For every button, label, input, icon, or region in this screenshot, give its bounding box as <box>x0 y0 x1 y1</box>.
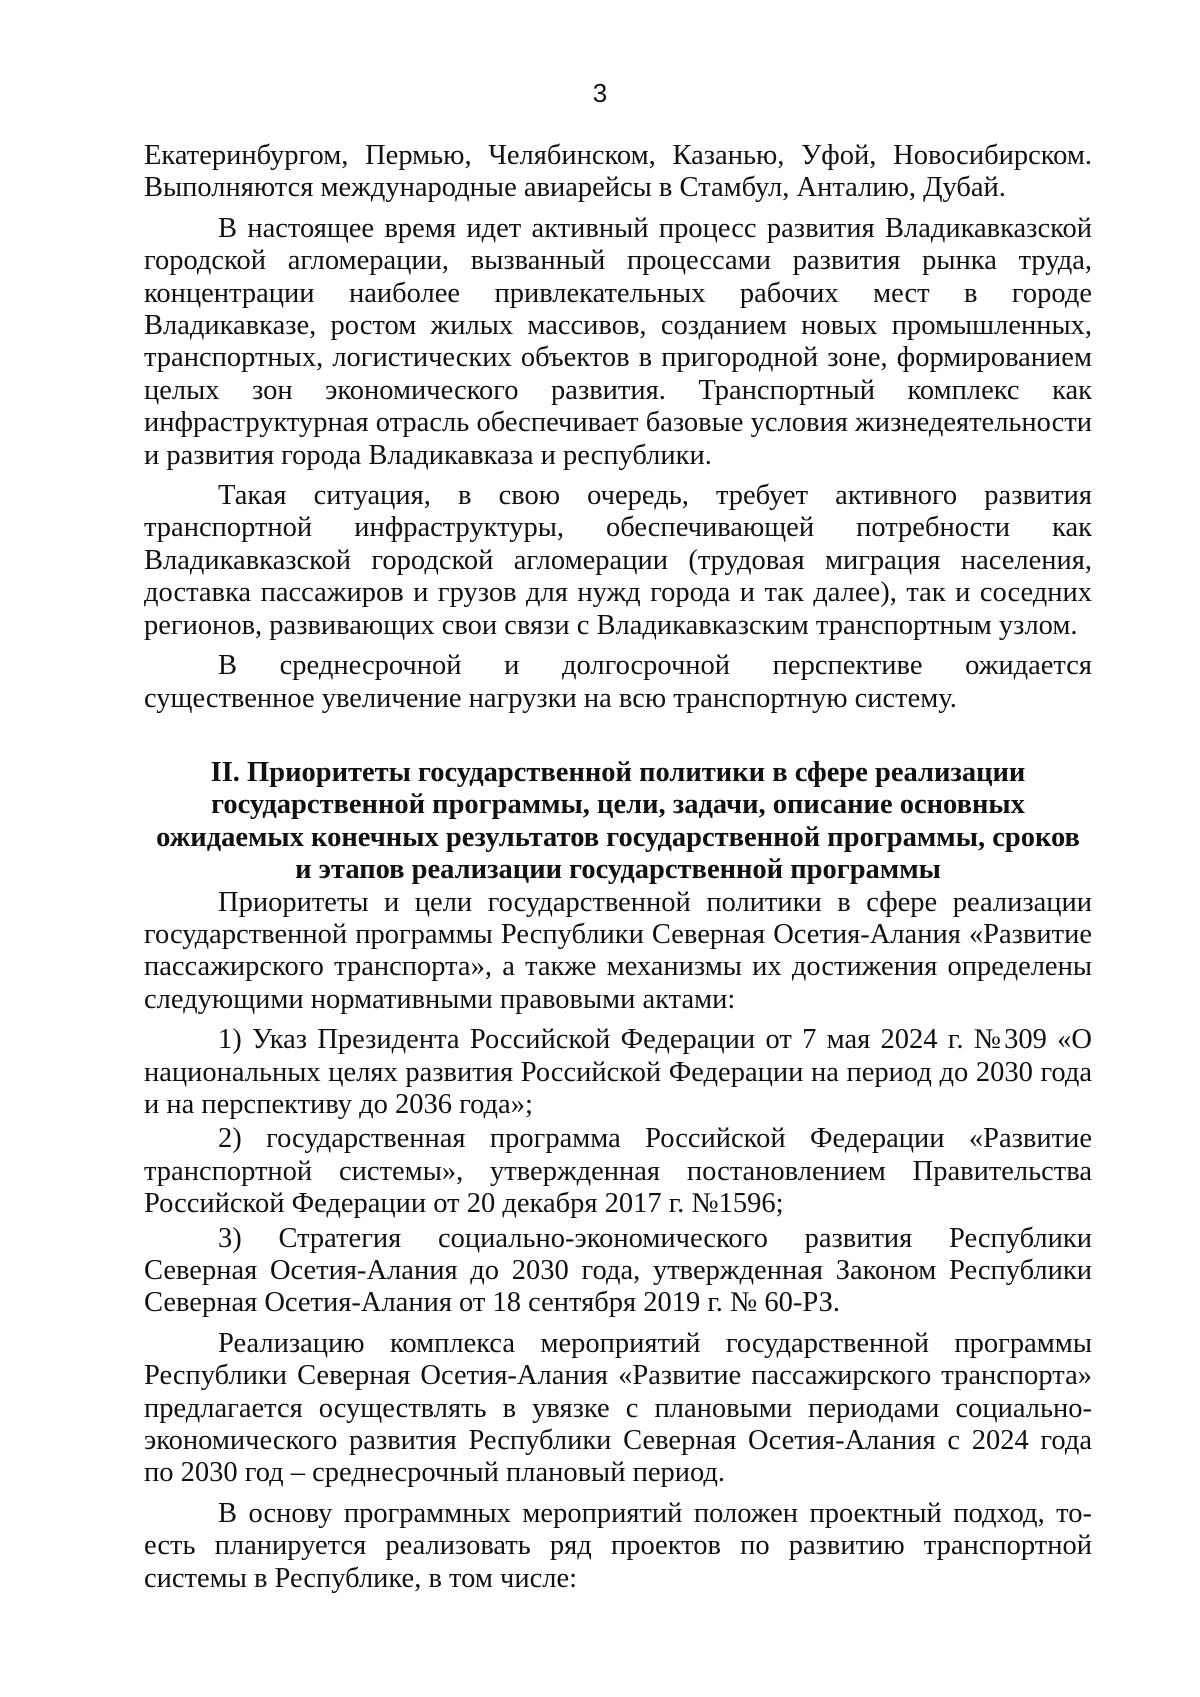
list-item-decree: 1) Указ Президента Российской Федерации от 7 мая 2024 г. №309 «О национальных целях развития Российской Федерации на период до 2030 года и на перспективу до 2036 года»; <box>144 1024 1092 1120</box>
list-item-strategy: 3) Стратегия социально-экономического развития Республики Северная Осетия-Алания до 2030 года, утвержденная Законом Республики Северная Осетия-Алания от 18 сентября 2019 г. № 60-РЗ. <box>144 1222 1092 1319</box>
paragraph-infrastructure: Такая ситуация, в свою очередь, требует активного развития транспортной инфраструктуры, обеспечивающей потребности как Владикавказской городской агломерации (трудовая миграция населения, доставка пассажиров и грузов для нужд города и так далее), так и соседних регионов, развивающих свои связи с Владикавказским транспортным узлом. <box>144 480 1092 641</box>
page-number: 3 <box>592 78 608 108</box>
paragraph-project-approach: В основу программных мероприятий положен проектный подход, то-есть планируется реализовать ряд проектов по развитию транспортной системы в Республике, в том числе: <box>144 1497 1092 1594</box>
paragraph-agglomeration: В настоящее время идет активный процесс развития Владикавказской городской агломерации, вызванный процессами развития рынка труда, концентрации наиболее привлекательных рабочих мест в городе Владикавказе, ростом жилых массивов, созданием новых промышленных, транспортных, логистических объектов в пригородной зоне, формированием целых зон экономического развития. Транспортный комплекс как инфраструктурная отрасль обеспечивает базовые условия жизнедеятельности и развития города Владикавказа и республики. <box>144 212 1092 471</box>
paragraph-load-increase: В среднесрочной и долгосрочной перспективе ожидается существенное увеличение нагрузки на всю транспортную систему. <box>144 650 1092 714</box>
section-heading-line: II. Приоритеты государственной политики в сфере реализации <box>210 756 1026 788</box>
section-heading-line: государственной программы, цели, задачи, описание основных <box>211 789 1025 821</box>
paragraph-continuation: Екатеринбургом, Пермью, Челябинском, Казанью, Уфой, Новосибирском. Выполняются международные авиарейсы в Стамбул, Анталию, Дубай. <box>144 140 1092 204</box>
section-heading-line: и этапов реализации государственной программы <box>295 854 941 886</box>
section-heading-line: ожидаемых конечных результатов государственной программы, сроков <box>156 821 1080 853</box>
document-body <box>144 140 1092 1603</box>
list-item-federal-program: 2) государственная программа Российской Федерации «Развитие транспортной системы», утвержденная постановлением Правительства Российской Федерации от 20 декабря 2017 г. №1596; <box>144 1123 1092 1220</box>
paragraph-priorities: Приоритеты и цели государственной политики в сфере реализации государственной программы Республики Северная Осетия-Алания «Развитие пассажирского транспорта», а также механизмы их достижения определены следующими нормативными правовыми актами: <box>144 886 1092 1015</box>
paragraph-implementation: Реализацию комплекса мероприятий государственной программы Республики Северная Осетия-Алания «Развитие пассажирского транспорта» предлагается осуществлять в увязке с плановыми периодами социально-экономического развития Республики Северная Осетия-Алания с 2024 года по 2030 год – среднесрочный плановый период. <box>144 1327 1092 1489</box>
section-heading <box>144 757 1092 887</box>
